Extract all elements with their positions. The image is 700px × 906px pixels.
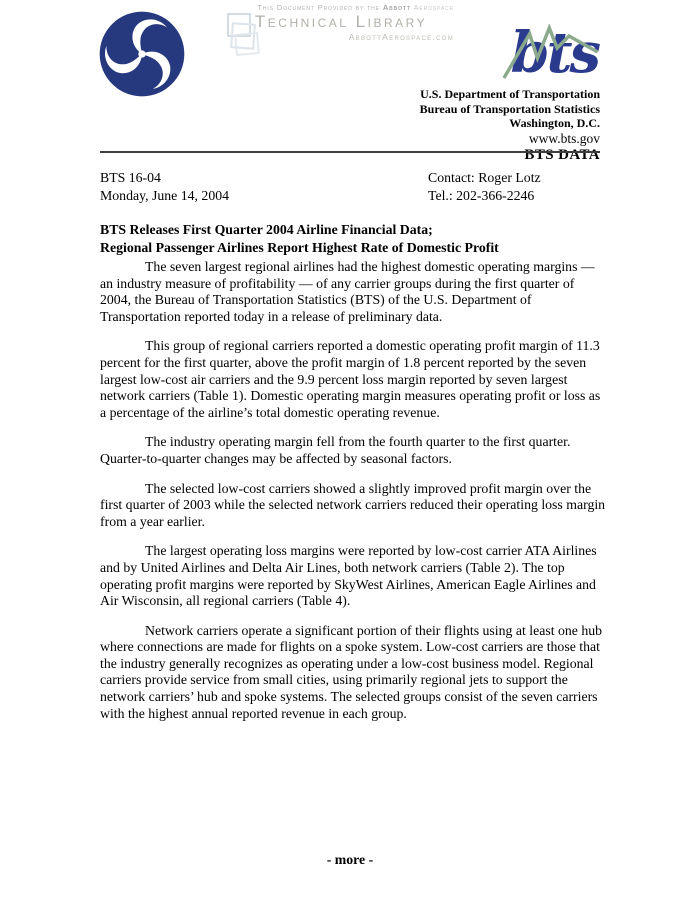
body-paragraph: The largest operating loss margins were reported by low-cost carrier ATA Airlines and by United Airlines and Delta Air Lines, both network carriers (Table 2). The top operating profit margins were reported by SkyWest Airlines, American Eagle Airlines and Air Wisconsin, all regional carriers (Table 4). [100, 543, 597, 609]
release-info-row [100, 169, 600, 204]
body-text [100, 259, 607, 735]
body-paragraph: This group of regional carriers reported a domestic operating profit margin of 11.3 percent for the first quarter, above the profit margin of 1.8 percent reported by the seven largest low-cost air carriers and the 9.9 percent loss margin reported by seven largest network carriers (Table 1). Domestic operating margin measures operating profit or loss as a percentage of the airline’s total domestic operating revenue. [100, 338, 601, 420]
contact-name: Contact: Roger Lotz [428, 170, 541, 185]
headline-line-1: BTS Releases First Quarter 2004 Airline Financial Data; [100, 222, 433, 237]
bts-logo-text: bts [510, 20, 598, 86]
header-right-block [419, 20, 600, 164]
release-number: BTS 16-04 [100, 170, 161, 185]
more-indicator: - more - [326, 852, 374, 867]
bts-logo [510, 20, 600, 86]
bts-chart-line-icon [502, 24, 601, 86]
library-box-icon [224, 12, 266, 58]
header-divider [100, 151, 600, 153]
release-date: Monday, June 14, 2004 [100, 187, 230, 203]
contact-phone: Tel.: 202-366-2246 [428, 187, 535, 203]
headline [100, 221, 620, 256]
watermark-provided-text: This Document Provided by the [257, 3, 380, 12]
watermark-brand-aerospace: Aerospace [413, 3, 454, 12]
agency-line-3: Washington, D.C. [509, 116, 600, 130]
body-paragraph: The seven largest regional airlines had the highest domestic operating margins — an industry measure of profitability — of any carrier groups during the first quarter of 2004, the Bureau of Transportation Statistics (BTS) of the U.S. Department of Transportation reported today in a release of preliminary data. [100, 259, 595, 324]
body-paragraph: The industry operating margin fell from the fourth quarter to the first quarter. Quarter-to-quarter changes may be affected by seasonal factors. [100, 434, 571, 466]
usdot-logo-icon [96, 8, 188, 100]
body-paragraph: The selected low-cost carriers showed a slightly improved profit margin over the first quarter of 2003 while the selected network carriers reduced their operating loss margin from a year earlier. [100, 480, 606, 529]
release-right-column [428, 169, 600, 204]
release-left-column [100, 169, 428, 204]
watermark-site: AbbottAerospace.com [348, 31, 454, 42]
watermark-brand-abbott: Abbott [382, 3, 411, 12]
body-paragraph: Network carriers operate a significant portion of their flights using at least one hub where connections are made for flights on a spoke system. Low-cost carriers are those that the industry generally recognizes as operating under a low-cost business model. Regional carriers provide service from small cities, using primarily regional jets to support the network carriers’ hub and spoke systems. The selected groups consist of the seven carriers with the highest annual reported revenue in each group. [100, 622, 603, 721]
watermark-title: Technical Library [254, 12, 428, 31]
headline-line-2: Regional Passenger Airlines Report Highest Rate of Domestic Profit [100, 239, 499, 255]
bts-website-url: www.bts.gov [528, 130, 600, 146]
agency-line-1: U.S. Department of Transportation [420, 87, 600, 101]
watermark-provided-line [228, 3, 454, 12]
bts-data-banner: BTS DATA [524, 147, 600, 163]
agency-line-2: Bureau of Transportation Statistics [419, 101, 600, 116]
